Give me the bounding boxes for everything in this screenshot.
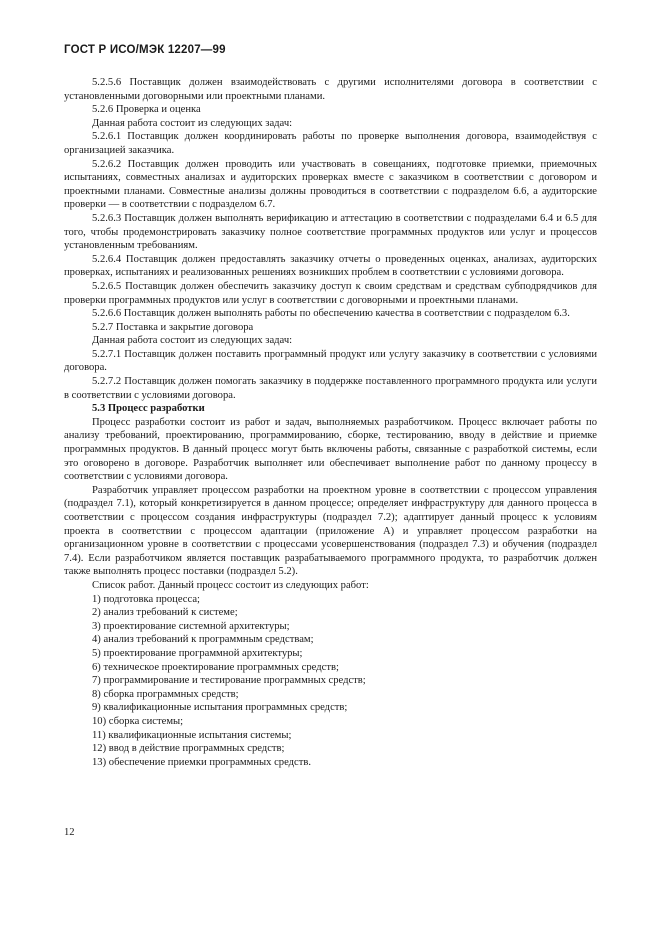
paragraph-5-2-6-3: 5.2.6.3 Поставщик должен выполнять верификацию и аттестацию в соответствии с подразделами 6.4 и 6.5 для того, чтобы продемонстрировать заказчику полное соответствие программных продуктов или услуг и процессов установленным требованиям.	[64, 212, 597, 252]
document-header: ГОСТ Р ИСО/МЭК 12207—99	[64, 44, 226, 56]
paragraph-5-2-7-1: 5.2.7.1 Поставщик должен поставить программный продукт или услугу заказчику в соответствии с условиями договора.	[64, 348, 597, 374]
list-item: 10) сборка системы;	[92, 715, 184, 727]
subheading-5-2-7: 5.2.7 Поставка и закрытие договора	[92, 321, 254, 333]
list-item: 12) ввод в действие программных средств;	[92, 743, 285, 755]
list-item: 9) квалификационные испытания программных средств;	[92, 702, 348, 714]
list-item: 4) анализ требований к программным средствам;	[92, 634, 314, 646]
list-item: 8) сборка программных средств;	[92, 688, 239, 700]
list-item: 6) техническое проектирование программных средств;	[92, 661, 339, 673]
paragraph-5-2-6-6: 5.2.6.6 Поставщик должен выполнять работы по обеспечению качества в соответствии с подразделом 6.3.	[92, 308, 570, 320]
paragraph-5-2-5-6: 5.2.5.6 Поставщик должен взаимодействовать с другими исполнителями договора в соответствии с установленными договорными или проектными планами.	[64, 77, 597, 102]
subheading-5-2-6: 5.2.6 Проверка и оценка	[92, 104, 201, 116]
paragraph-5-2-6-1: 5.2.6.1 Поставщик должен координировать работы по проверке выполнения договора, взаимодействуя с организацией заказчика.	[64, 131, 597, 156]
list-item: 1) подготовка процесса;	[92, 593, 200, 605]
section-paragraph-1: Процесс разработки состоит из работ и задач, выполняемых разработчиком. Процесс включает работы по анализу требований, проектированию, программированию, сборке, тестированию, вводу в действие и приемке программных продуктов. В данный процесс могут быть включены работы, связанные с разработкой системы, если это оговорено в договоре. Разработчик выполняет или обеспечивает выполнение работ по данному процессу в соответствии с условиями договора.	[64, 416, 597, 483]
list-item: 7) программирование и тестирование программных средств;	[92, 675, 366, 687]
paragraph-5-2-6-2: 5.2.6.2 Поставщик должен проводить или участвовать в совещаниях, подготовке приемки, приемочных испытаниях, совместных анализах и аудиторских проверках вместе с заказчиком в соответствии с договором и проектными планами. Совместные анализы должны проводиться в соответствии с подразделом 6.6, а аудиторские проверки — в соответствии с подразделом 6.7.	[64, 158, 597, 211]
paragraph-5-2-6-5: 5.2.6.5 Поставщик должен обеспечить заказчику доступ к своим средствам и средствам субподрядчиков для проверки программных продуктов или услуг в соответствии с договорными и проектными планами.	[64, 280, 597, 306]
section-paragraph-3: Список работ. Данный процесс состоит из следующих работ:	[92, 579, 369, 591]
list-item: 3) проектирование системной архитектуры;	[92, 620, 290, 632]
list-item: 2) анализ требований к системе;	[92, 607, 238, 619]
paragraph-tasks-intro-2: Данная работа состоит из следующих задач:	[92, 335, 293, 347]
page-number: 12	[64, 827, 75, 838]
list-item: 5) проектирование программной архитектуры;	[92, 647, 303, 659]
work-list	[64, 593, 597, 770]
page-content	[64, 76, 597, 769]
section-paragraph-2: Разработчик управляет процессом разработки на проектном уровне в соответствии с процессом управления (подраздел 7.1), который конкретизируется в данном процессе; определяет инфраструктуру для данного процесса в соответствии с процессом создания инфраструктуры (подраздел 7.2); адаптирует данный процесс к условиям проекта в соответствии с процессом адаптации (приложение А) и управляет процессом разработки на организационном уровне в соответствии с процессами усовершенствования (подраздел 7.3) и обучения (подраздел 7.4). Если разработчиком является поставщик разрабатываемого программного продукта, то разработчик должен также выполнять процесс поставки (подраздел 5.2).	[64, 484, 597, 578]
section-heading-5-3: 5.3 Процесс разработки	[92, 403, 205, 415]
paragraph-tasks-intro: Данная работа состоит из следующих задач:	[92, 117, 293, 129]
paragraph-5-2-6-4: 5.2.6.4 Поставщик должен предоставлять заказчику отчеты о проведенных оценках, анализах, аудиторских проверках, испытаниях и реализованных решениях возникших проблем в соответствии с условиями договора.	[64, 253, 597, 279]
list-item: 11) квалификационные испытания системы;	[92, 729, 292, 741]
paragraph-5-2-7-2: 5.2.7.2 Поставщик должен помогать заказчику в поддержке поставленного программного продукта или услуги в соответствии с условиями договора.	[64, 376, 597, 401]
list-item: 13) обеспечение приемки программных средств.	[92, 756, 311, 768]
